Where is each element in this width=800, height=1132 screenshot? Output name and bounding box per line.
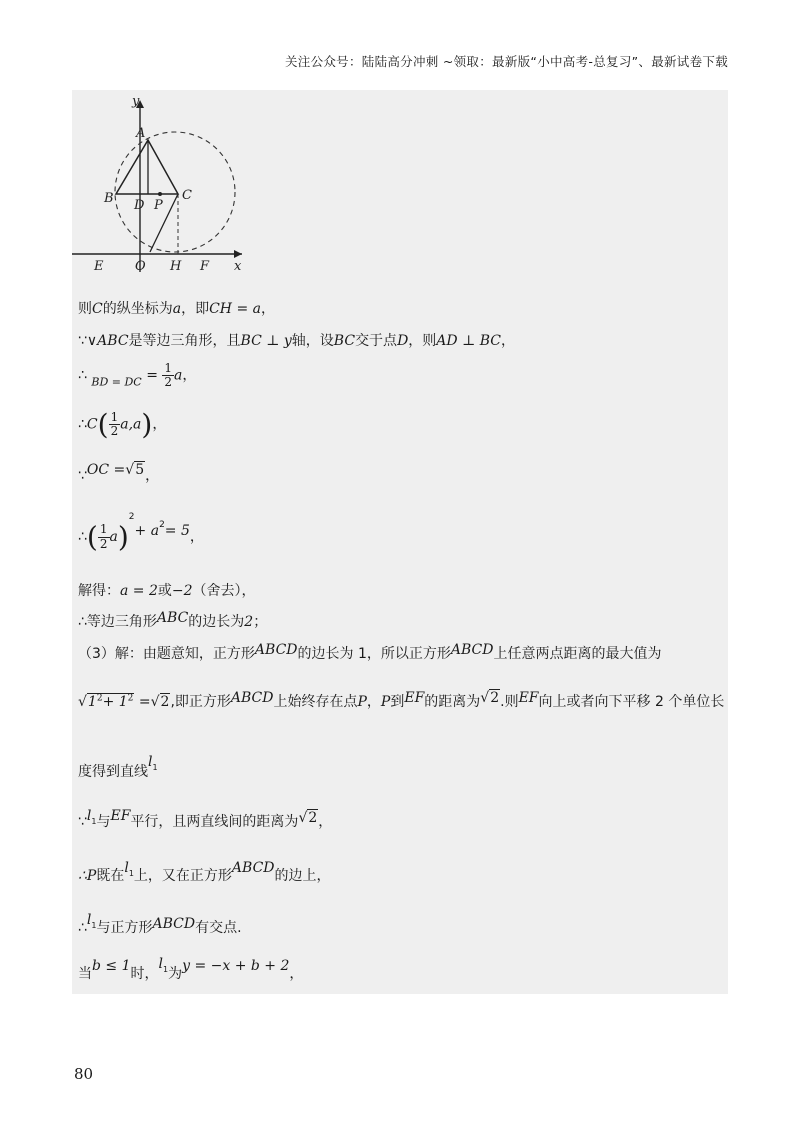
x-axis-arrow — [234, 250, 242, 258]
line-10: $√1^2+ 1^2 =√2$,即正方形ABCD上始终存在点P，P到EF的距离为√2.则EF向上或者向下平移 2 个单位长 — [78, 690, 725, 710]
line-11: 度得到直线$l_1$ — [78, 754, 158, 780]
triangle-abc — [116, 140, 178, 194]
line-7: 解得：a = 2或−2（舍去）， — [78, 583, 256, 599]
dashed-circle — [115, 132, 235, 252]
point-p — [158, 192, 162, 196]
line-13: ∴P既在$l_1$上，又在正方形ABCD的边上， — [78, 860, 331, 884]
label-o: O — [135, 259, 146, 274]
label-c: C — [182, 188, 192, 203]
label-b: B — [104, 191, 114, 206]
line-15: 当b ≤ 1时，$l_1$为y = −x + b + 2， — [78, 956, 304, 982]
line-3: ∴ $_{BD = DC}$ = $\frac{1}{2}$ a， — [78, 361, 197, 390]
line-12: $\because l_1$与EF平行，且两直线间的距离为√2， — [78, 808, 333, 830]
label-p: P — [154, 198, 163, 213]
page-number: 80 — [74, 1065, 94, 1083]
line-2: ∵∨ABC是等边三角形，且BC ⊥ y轴，设BC交于点D，则AD ⊥ BC， — [78, 333, 515, 349]
label-h: H — [170, 259, 182, 274]
page-header: 关注公众号：陆陆高分冲刺 ~领取：最新版“小中高考-总复习”、最新试卷下载 — [284, 54, 728, 69]
line-6: ∴( $\frac{1}{2}$ $a)^2+ a^2= 5$， — [78, 512, 204, 554]
label-a: A — [136, 126, 146, 141]
label-d: D — [134, 198, 145, 213]
line-1: 则C的纵坐标为a，即CH = a， — [78, 301, 275, 317]
fraction: $\frac{1}{2}$ — [164, 361, 173, 390]
line-9: （3）解：由题意知，正方形ABCD的边长为 1，所以正方形ABCD上任意两点距离的最大值为 — [78, 642, 662, 662]
line-4: ∴C( $\frac{1}{2}$ a,a)， — [78, 408, 167, 441]
solution-content — [72, 90, 728, 994]
line-5: ∵OC =√5， — [78, 462, 160, 484]
label-y: y — [132, 94, 140, 109]
line-8: ∴等边三角形ABC的边长为2； — [78, 610, 268, 630]
geometry-figure — [72, 90, 272, 290]
label-f: F — [200, 259, 210, 274]
line-14: $\therefore l_1$与正方形ABCD有交点. — [78, 912, 242, 936]
label-e: E — [94, 259, 104, 274]
label-x: x — [234, 259, 242, 274]
